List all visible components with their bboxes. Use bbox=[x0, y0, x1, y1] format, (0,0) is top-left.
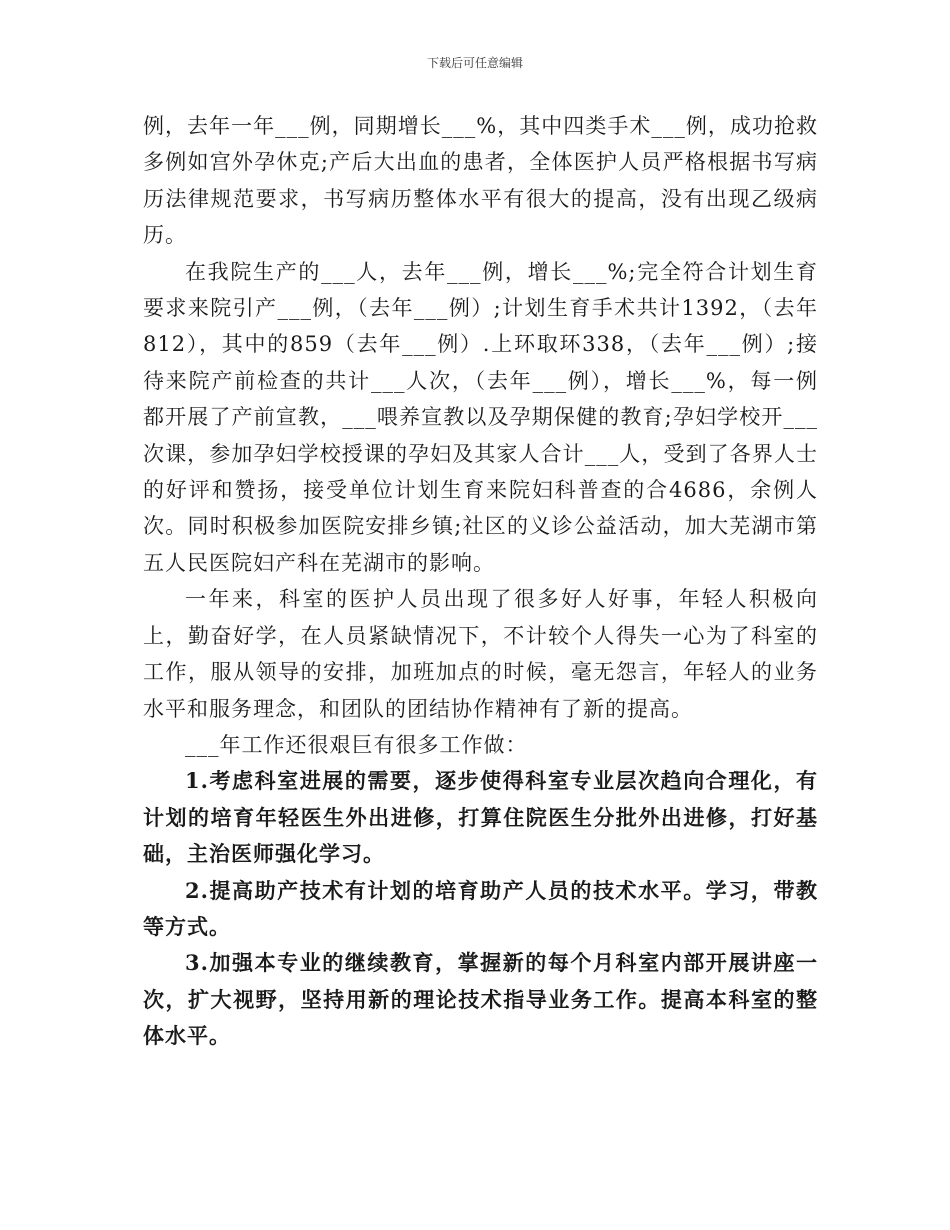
page-header: 下载后可任意编辑 bbox=[426, 56, 523, 70]
paragraph-work-plan-intro: ___年工作还很艰巨有很多工作做： bbox=[185, 732, 528, 757]
document-body bbox=[143, 108, 818, 1055]
paragraph-staff-performance: 一年来，科室的医护人员出现了很多好人好事，年轻人积极向上，勤奋好学，在人员紧缺情况下，不计较个人得失一心为了科室的工作，服从领导的安排，加班加点的时候，毫无怨言，年轻人的业务水平和服务理念，和团队的团结协作精神有了新的提高。 bbox=[143, 587, 818, 721]
paragraph-cases-summary: 例，去年一年___例，同期增长___%，其中四类手术___例，成功抢救多例如宫外孕休克;产后大出血的患者，全体医护人员严格根据书写病历法律规范要求，书写病历整体水平有很大的提高，没有出现乙级病历。 bbox=[143, 114, 818, 248]
plan-item-3: 3.加强本专业的继续教育，掌握新的每个月科室内部开展讲座一次，扩大视野，坚持用新的理论技术指导业务工作。提高本科室的整体水平。 bbox=[143, 950, 818, 1049]
plan-item-2: 2.提高助产技术有计划的培育助产人员的技术水平。学习，带教等方式。 bbox=[143, 877, 818, 939]
paragraph-births-statistics: 在我院生产的___人，去年___例，增长___%;完全符合计划生育要求来院引产___例，（去年___例）;计划生育手术共计1392，（去年812），其中的859（去年___例）.上环取环338，（去年___例）;接待来院产前检查的共计___人次，（去年___例），增长___%，每一例都开展了产前宣教，___喂养宣教以及孕期保健的教育;孕妇学校开___次课，参加孕妇学校授课的孕妇及其家人合计___人，受到了各界人士的好评和赞扬，接受单位计划生育来院妇科普查的合4686，余例人次。同时积极参加医院安排乡镇;社区的义诊公益活动，加大芜湖市第五人民医院妇产科在芜湖市的影响。 bbox=[143, 259, 818, 575]
plan-item-1: 1.考虑科室进展的需要，逐步使得科室专业层次趋向合理化，有计划的培育年轻医生外出进修，打算住院医生分批外出进修，打好基础，主治医师强化学习。 bbox=[143, 768, 818, 867]
